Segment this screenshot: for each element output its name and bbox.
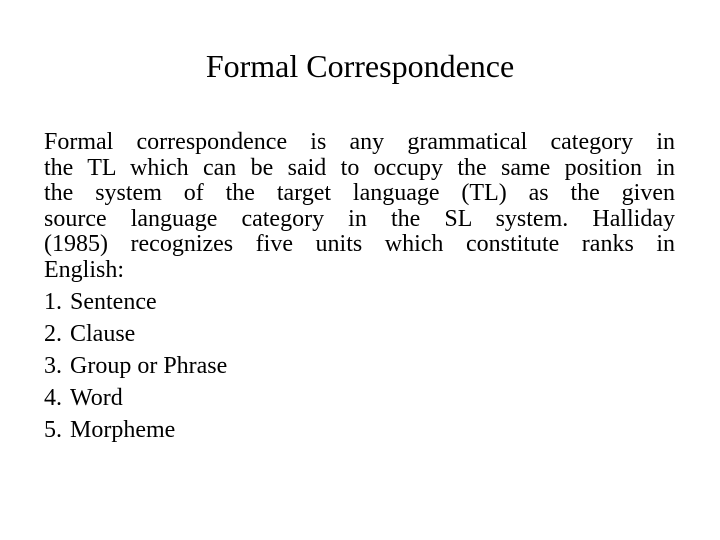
list-item — [44, 290, 675, 316]
list-item — [44, 386, 675, 412]
list-item-label: Morpheme — [70, 416, 176, 443]
list-item-label: Word — [70, 384, 123, 411]
list-item-number: 1. — [44, 288, 62, 315]
paragraph-line: (1985) recognizes five units which constitute ranks in — [44, 231, 675, 257]
list-item-number: 3. — [44, 352, 62, 379]
list-item-label: Sentence — [70, 288, 157, 315]
ranks-list — [44, 290, 675, 444]
slide-body — [44, 130, 675, 443]
paragraph-line: the system of the target language (TL) as the given — [44, 180, 675, 206]
list-item — [44, 418, 675, 444]
list-item-number: 5. — [44, 416, 62, 443]
list-item-label: Group or Phrase — [70, 352, 228, 379]
list-item-number: 2. — [44, 320, 62, 347]
slide-title: Formal Correspondence — [205, 48, 515, 84]
paragraph-line: source language category in the SL system. Halliday — [44, 205, 675, 232]
list-item-number: 4. — [44, 384, 62, 411]
paragraph-line: Formal correspondence is any grammatical category in — [44, 129, 675, 155]
list-item-label: Clause — [70, 320, 136, 347]
body-paragraph — [44, 130, 675, 283]
paragraph-line: English: — [44, 256, 125, 283]
paragraph-line: the TL which can be said to occupy the same position in — [44, 154, 675, 181]
list-item — [44, 322, 675, 348]
list-item — [44, 354, 675, 380]
